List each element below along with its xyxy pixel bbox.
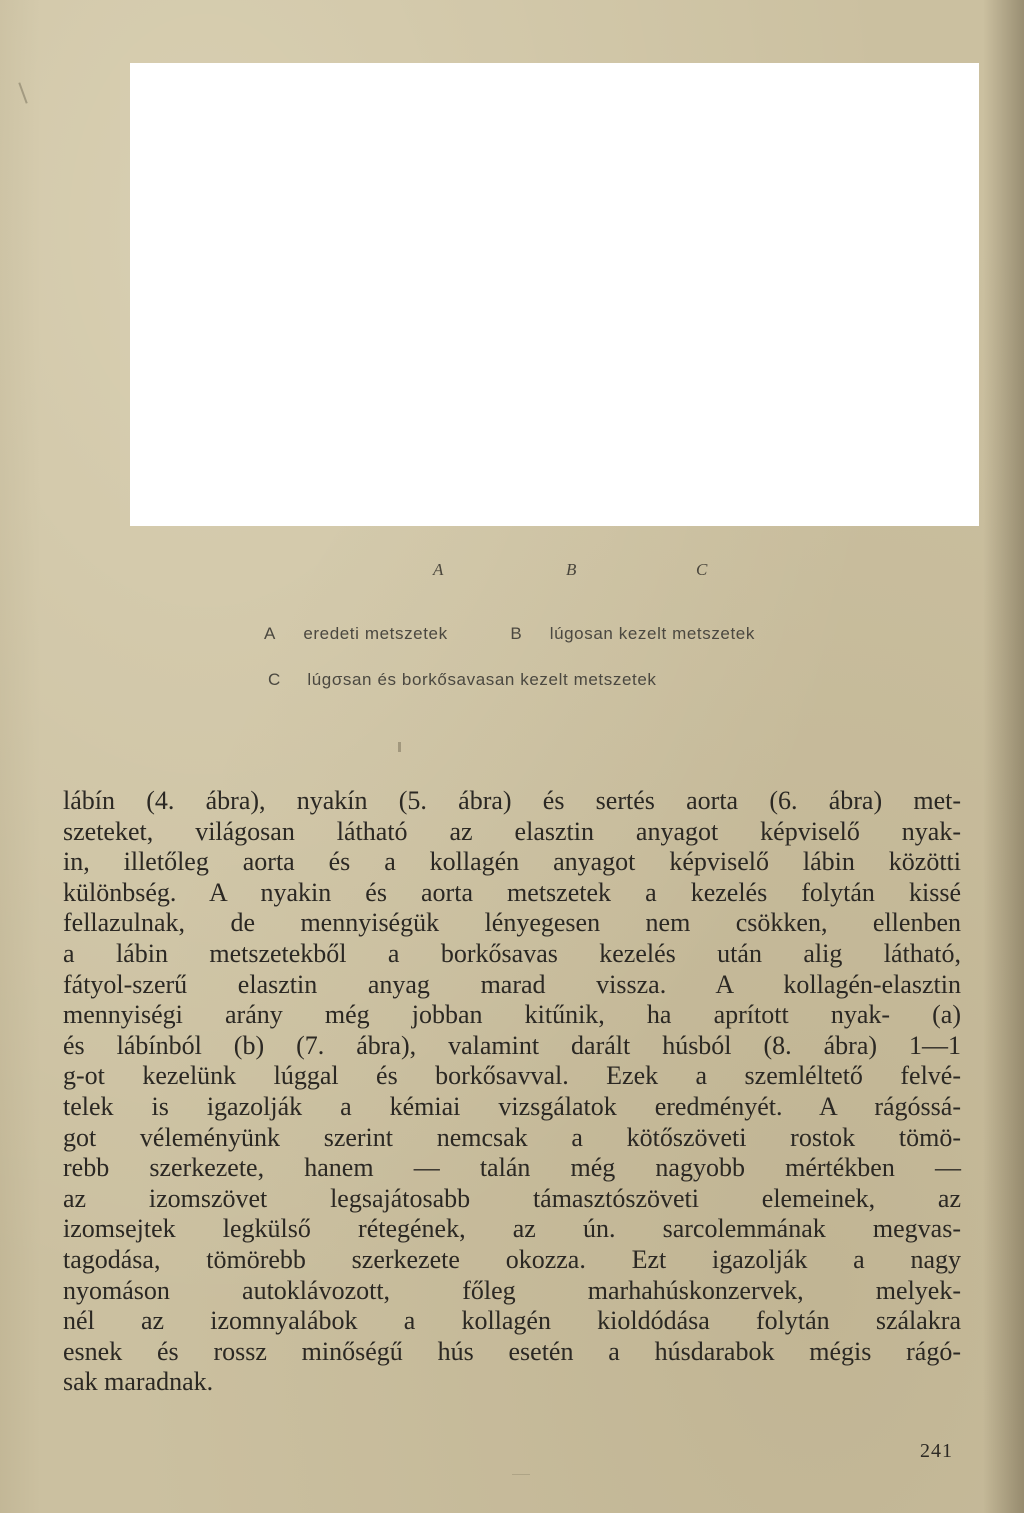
body-line: esnek és rossz minőségű hús esetén a húsdarabok mégis rágó- xyxy=(63,1336,961,1366)
caption-key-b: B xyxy=(510,624,523,643)
scan-speck xyxy=(512,1474,530,1475)
caption-text-b: lúgosan kezelt metszetek xyxy=(549,624,755,643)
caption-row-2 xyxy=(268,670,657,690)
body-line: rebb szerkezete, hanem — talán még nagyobb mértékben — xyxy=(63,1153,961,1183)
body-line: telek is igazolják a kémiai vizsgálatok eredményét. A rágóssá- xyxy=(63,1091,961,1121)
body-line: szeteket, világosan látható az elasztin anyagot képviselő nyak- xyxy=(63,816,961,846)
scan-speck xyxy=(398,742,401,752)
panel-label-a: A xyxy=(433,560,444,579)
body-line-last: sak maradnak. xyxy=(63,1367,214,1397)
panel-label-c: C xyxy=(696,560,708,579)
body-line: lábín (4. ábra), nyakín (5. ábra) és sertés aorta (6. ábra) met- xyxy=(63,786,961,815)
caption-text-c: lúgσsan és borkősavasan kezelt metszetek xyxy=(307,670,657,689)
body-line: különbség. A nyakin és aorta metszetek a kezelés folytán kissé xyxy=(63,877,961,907)
body-line: nél az izomnyalábok a kollagén kioldódása folytán szálakra xyxy=(63,1306,961,1336)
body-line: a lábin metszetekből a borkősavas kezelés után alig látható, xyxy=(63,938,961,968)
body-line: fellazulnak, de mennyiségük lényegesen nem csökken, ellenben xyxy=(63,908,961,938)
body-line: g-ot kezelünk lúggal és borkősavval. Ezek a szemléltető felvé- xyxy=(63,1061,961,1091)
panel-label-b: B xyxy=(566,560,577,579)
body-line: az izomszövet legsajátosabb támasztószöveti elemeinek, az xyxy=(63,1183,961,1213)
body-line: fátyol-szerű elasztin anyag marad vissza. A kollagén-elasztin xyxy=(63,969,961,999)
body-line: got véleményünk szerint nemcsak a kötőszöveti rostok tömö- xyxy=(63,1122,961,1152)
body-line: és lábínból (b) (7. ábra), valamint darált húsból (8. ábra) 1—1 xyxy=(63,1030,961,1060)
body-paragraph xyxy=(63,786,961,1398)
caption-key-c: C xyxy=(268,670,281,689)
figure-image-area xyxy=(130,63,979,526)
body-line: in, illetőleg aorta és a kollagén anyagot képviselő lábin közötti xyxy=(63,847,961,877)
body-line: izomsejtek legkülső rétegének, az ún. sarcolemmának megvas- xyxy=(63,1214,961,1244)
body-line: nyomáson autoklávozott, főleg marhahúskonzervek, melyek- xyxy=(63,1275,961,1305)
caption-text-a: eredeti metszetek xyxy=(303,624,448,643)
body-line: tagodása, tömörebb szerkezete okozza. Ezt igazolják a nagy xyxy=(63,1244,961,1274)
scan-speck xyxy=(18,82,27,103)
caption-key-a: A xyxy=(264,624,276,643)
caption-row-1 xyxy=(264,624,755,644)
page-number: 241 xyxy=(920,1440,953,1462)
body-line: mennyiségi arány még jobban kitűnik, ha aprított nyak- (a) xyxy=(63,1000,961,1030)
